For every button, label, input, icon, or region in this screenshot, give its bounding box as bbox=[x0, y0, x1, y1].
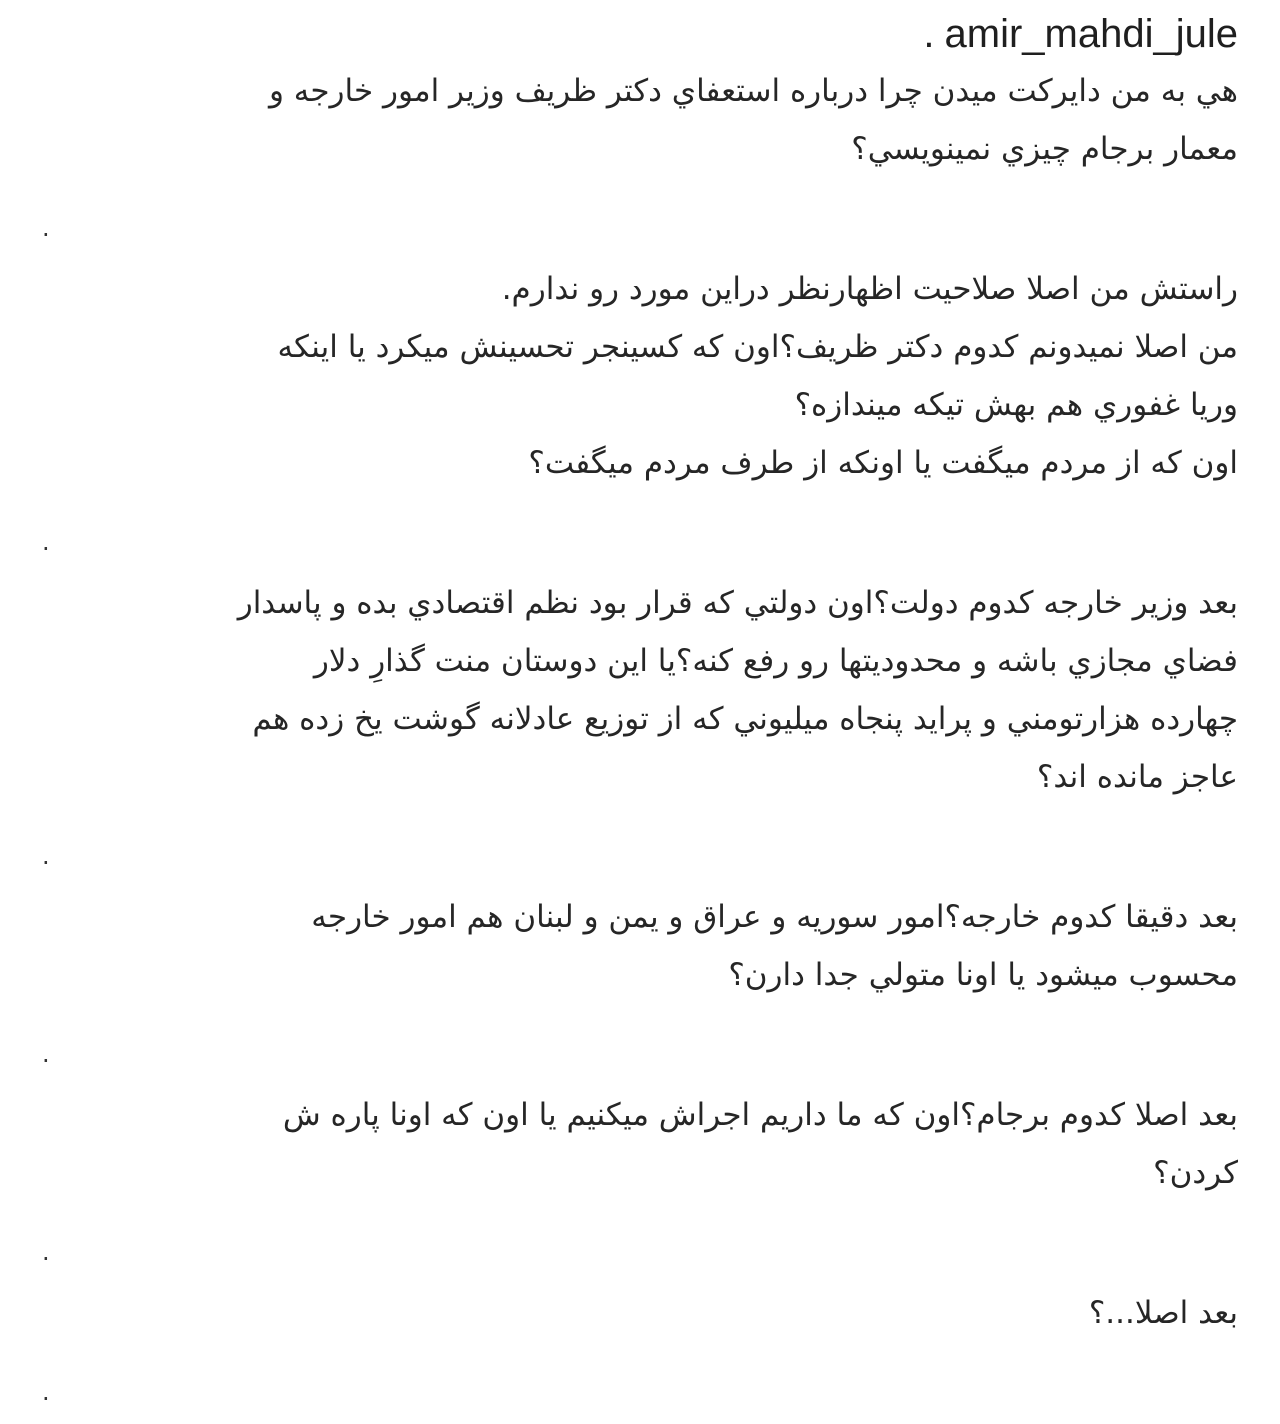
caption-line: وريا غفوري هم بهش تيكه ميندازه؟ bbox=[794, 387, 1238, 423]
separator bbox=[38, 1028, 1238, 1086]
separator-dot: . bbox=[42, 1238, 50, 1266]
caption-paragraph-5 bbox=[38, 1086, 1238, 1202]
caption-line: بعد اصلا كدوم برجام؟اون كه ما داريم اجراش ميكنيم يا اون كه اونا پاره ش bbox=[282, 1097, 1238, 1133]
separator-dot: . bbox=[42, 214, 50, 242]
separator-dot: . bbox=[42, 842, 50, 870]
caption-paragraph-1 bbox=[38, 62, 1238, 178]
separator bbox=[38, 202, 1238, 260]
caption-line: بعد دقيقا كدوم خارجه؟امور سوريه و عراق و يمن و لبنان هم امور خارجه bbox=[311, 899, 1238, 935]
caption-line: عاجز مانده اند؟ bbox=[1036, 759, 1238, 795]
caption-line: فضاي مجازي باشه و محدوديتها رو رفع كنه؟يا اين دوستان منت گذارِ دلار bbox=[313, 643, 1238, 679]
caption-line: اون كه از مردم ميگفت يا اونكه از طرف مردم ميگفت؟ bbox=[528, 445, 1238, 481]
caption-line: محسوب ميشود يا اونا متولي جدا دارن؟ bbox=[728, 957, 1238, 993]
caption-paragraph-2 bbox=[38, 260, 1238, 492]
caption-line: چهارده هزارتومني و پرايد پنجاه ميليوني كه از توزيع عادلانه گوشت يخ زده هم bbox=[252, 701, 1238, 737]
username-prefix: . bbox=[923, 12, 935, 56]
separator bbox=[38, 1366, 1238, 1424]
post-header bbox=[923, 8, 1238, 60]
separator bbox=[38, 516, 1238, 574]
caption-line: كردن؟ bbox=[1153, 1155, 1238, 1191]
caption-line: بعد اصلا...؟ bbox=[1088, 1295, 1238, 1331]
separator-dot: . bbox=[42, 1040, 50, 1068]
caption-line: من اصلا نميدونم كدوم دكتر ظريف؟اون كه كسينجر تحسينش ميكرد يا اينكه bbox=[277, 329, 1238, 365]
caption-paragraph-6 bbox=[38, 1284, 1238, 1342]
separator-dot: . bbox=[42, 1378, 50, 1406]
caption-line: معمار برجام چيزي نمينويسي؟ bbox=[851, 131, 1238, 167]
caption-line: هي به من دايركت ميدن چرا درباره استعفاي دكتر ظريف وزير امور خارجه و bbox=[268, 73, 1238, 109]
separator bbox=[38, 1226, 1238, 1284]
username[interactable]: amir_mahdi_jule bbox=[944, 12, 1238, 56]
caption-paragraph-4 bbox=[38, 888, 1238, 1004]
post-caption bbox=[38, 62, 1238, 1424]
caption-line: راستش من اصلا صلاحيت اظهارنظر دراين مورد رو ندارم. bbox=[501, 271, 1238, 307]
separator bbox=[38, 830, 1238, 888]
caption-line: بعد وزير خارجه كدوم دولت؟اون دولتي كه قرار بود نظم اقتصادي بده و پاسدار bbox=[237, 585, 1238, 621]
caption-paragraph-3 bbox=[38, 574, 1238, 806]
separator-dot: . bbox=[42, 528, 50, 556]
